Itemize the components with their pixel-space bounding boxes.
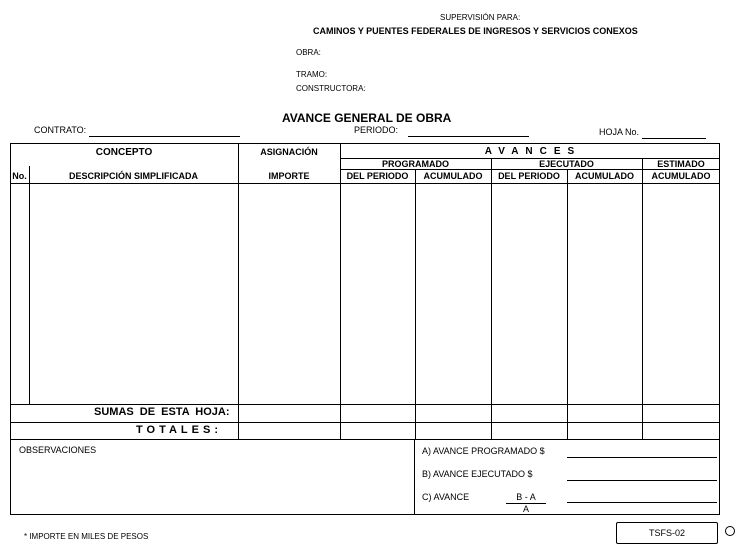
hoja-field-line[interactable] (642, 138, 706, 139)
programado-col-line (491, 158, 492, 440)
ejec-del-periodo-header: DEL PERIODO (498, 171, 560, 181)
importe-note: * IMPORTE EN MILES DE PESOS (24, 532, 149, 541)
ejec-acumulado-header: ACUMULADO (575, 171, 634, 181)
agency-name: CAMINOS Y PUENTES FEDERALES DE INGRESOS Y SERVICIOS CONEXOS (313, 26, 638, 36)
importe-header: IMPORTE (268, 171, 310, 181)
observaciones-label: OBSERVACIONES (19, 445, 97, 455)
footer-divider (414, 440, 415, 514)
obra-label: OBRA: (296, 48, 321, 57)
periodo-label: PERIODO: (354, 125, 399, 135)
avances-header: AVANCES (484, 146, 582, 157)
constructora-label: CONSTRUCTORA: (296, 84, 366, 93)
estimado-acumulado-header: ACUMULADO (651, 171, 711, 181)
form-code-box (616, 522, 718, 544)
hoja-label: HOJA No. (599, 127, 640, 137)
formula-denominator: A (522, 504, 529, 514)
header-bottom-line (10, 183, 719, 184)
estimado-header: ESTIMADO (657, 159, 705, 169)
periodo-field-line[interactable] (408, 136, 529, 137)
ejecutado-header: EJECUTADO (539, 159, 594, 169)
avance-ejecutado-line[interactable] (567, 480, 717, 481)
prog-periodo-col-line (415, 169, 416, 440)
prog-acumulado-header: ACUMULADO (423, 171, 483, 181)
no-header: No. (12, 171, 27, 181)
observaciones-box (10, 439, 720, 515)
avance-programado-line[interactable] (567, 457, 717, 458)
sumas-label: SUMAS DE ESTA HOJA: (94, 406, 230, 418)
subgroup-under-line (340, 169, 719, 170)
contrato-label: CONTRATO: (34, 125, 87, 135)
avance-c-label: C) AVANCE (422, 492, 470, 502)
contrato-field-line[interactable] (89, 136, 240, 137)
ejecutado-col-line (642, 158, 643, 440)
concepto-header: CONCEPTO (95, 147, 153, 158)
totales-top-line (10, 422, 719, 423)
page-title: AVANCE GENERAL DE OBRA (282, 111, 452, 125)
corner-mark-icon (725, 526, 735, 536)
concepto-col-line (238, 143, 239, 440)
form-code: TSFS-02 (648, 528, 685, 538)
supervision-label: SUPERVISIÓN PARA: (440, 13, 521, 22)
descripcion-header: DESCRIPCIÓN SIMPLIFICADA (68, 171, 198, 181)
asignacion-col-line (340, 143, 341, 440)
asignacion-header: ASIGNACIÓN (260, 147, 318, 157)
main-table (10, 143, 720, 440)
ejec-periodo-col-line (567, 169, 568, 440)
avance-ejecutado-label: B) AVANCE EJECUTADO $ (422, 469, 533, 479)
totales-label: TOTALES: (136, 424, 222, 436)
avance-c-line[interactable] (567, 502, 717, 503)
no-col-line (29, 166, 30, 405)
tramo-label: TRAMO: (296, 70, 328, 79)
prog-del-periodo-header: DEL PERIODO (346, 171, 409, 181)
avance-programado-label: A) AVANCE PROGRAMADO $ (422, 446, 545, 456)
formula-numerator: B - A (516, 492, 536, 502)
programado-header: PROGRAMADO (382, 159, 449, 169)
sumas-top-line (10, 404, 719, 405)
